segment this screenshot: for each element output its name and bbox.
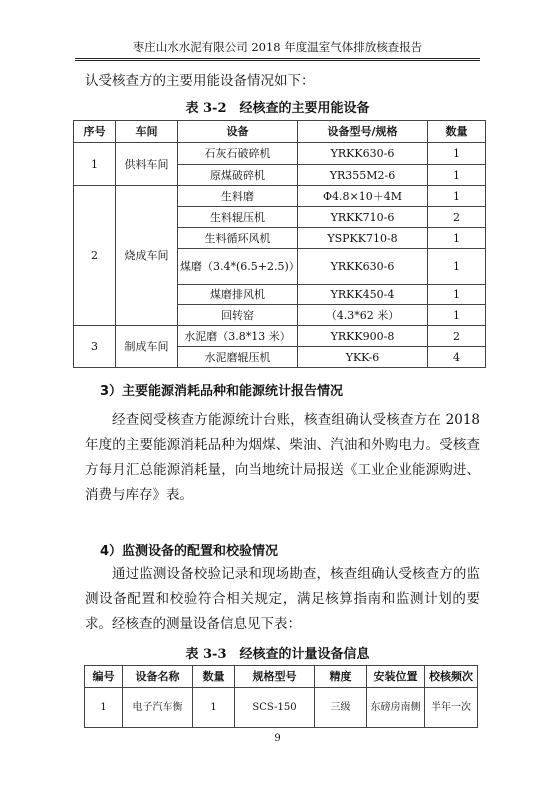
- table2-header-cell: 设备名称: [123, 666, 193, 688]
- model-cell: Φ4.8×10＋4M: [298, 186, 428, 207]
- equipment-cell: 生料循环风机: [178, 228, 298, 249]
- qty-cell: 1: [428, 285, 486, 305]
- equipment-cell: 石灰石破碎机: [178, 143, 298, 165]
- header-title: 枣庄山水水泥有限公司 2018 年度温室气体排放核查报告: [132, 40, 423, 54]
- equipment-cell: 煤磨排风机: [178, 285, 298, 305]
- qty-cell: 1: [428, 165, 486, 186]
- qty-cell: 4: [428, 347, 486, 368]
- model-cell: YKK-6: [298, 347, 428, 368]
- equipment-cell: 原煤破碎机: [178, 165, 298, 186]
- table-row: [74, 186, 486, 207]
- equipment-cell: 水泥磨辊压机: [178, 347, 298, 368]
- table2-header-cell: 安装位置: [367, 666, 425, 688]
- table2-header-cell: 规格型号: [235, 666, 315, 688]
- table1-header-cell: 数量: [428, 121, 486, 143]
- table2-cell: 三级: [315, 688, 367, 728]
- workshop-cell: 供料车间: [116, 143, 178, 186]
- equipment-table: [73, 120, 486, 368]
- row-number: 2: [74, 186, 116, 326]
- table-row: [85, 688, 478, 728]
- table1-header-cell: 序号: [74, 121, 116, 143]
- workshop-cell: 制成车间: [116, 326, 178, 368]
- measurement-table: [84, 665, 478, 728]
- row-number: 3: [74, 326, 116, 368]
- table2-cell: 1: [85, 688, 123, 728]
- table2-cell: SCS-150: [235, 688, 315, 728]
- section3-body: 经查阅受核查方能源统计台账，核查组确认受核查方在 2018 年度的主要能源消耗品种为烟煤、柴油、汽油和外购电力。受核查方每月汇总能源消耗量，向当地统计局报送《工业企业能源购进、消费与库存》表。: [85, 412, 480, 503]
- table2-cell: 东磅房南侧: [367, 688, 425, 728]
- model-cell: （4.3*62 米）: [298, 305, 428, 326]
- table2-header-cell: 数量: [193, 666, 235, 688]
- qty-cell: 1: [428, 305, 486, 326]
- qty-cell: 1: [428, 143, 486, 165]
- equipment-cell: 煤磨（3.4*(6.5+2.5)）: [178, 249, 298, 285]
- table1-header-cell: 车间: [116, 121, 178, 143]
- model-cell: YR355M2-6: [298, 165, 428, 186]
- workshop-cell: 烧成车间: [116, 186, 178, 326]
- table2-header-cell: 精度: [315, 666, 367, 688]
- equipment-cell: 生料辊压机: [178, 207, 298, 228]
- model-cell: YRKK630-6: [298, 143, 428, 165]
- section3-heading: 3）主要能源消耗品种和能源统计报告情况: [100, 384, 344, 399]
- table2-caption: 表 3-3 经核查的计量设备信息: [185, 647, 370, 662]
- page-number: 9: [274, 733, 281, 744]
- equipment-cell: 生料磨: [178, 186, 298, 207]
- model-cell: YRKK900-8: [298, 326, 428, 347]
- qty-cell: 2: [428, 207, 486, 228]
- table2-header-cell: 编号: [85, 666, 123, 688]
- table2-cell: 半年一次: [425, 688, 478, 728]
- table2-cell: 电子汽车衡: [123, 688, 193, 728]
- intro-text: 认受核查方的主要用能设备情况如下：: [85, 73, 315, 89]
- table-row: [74, 326, 486, 347]
- equipment-cell: 回转窑: [178, 305, 298, 326]
- model-cell: YRKK710-6: [298, 207, 428, 228]
- section4-body: 通过监测设备校验记录和现场勘查，核查组确认受核查方的监测设备配置和校验符合相关规定，满足核算指南和监测计划的要求。经核查的测量设备信息见下表：: [85, 566, 480, 632]
- model-cell: YRKK450-4: [298, 285, 428, 305]
- table2-header-cell: 校核频次: [425, 666, 478, 688]
- qty-cell: 2: [428, 326, 486, 347]
- qty-cell: 1: [428, 228, 486, 249]
- qty-cell: 1: [428, 249, 486, 285]
- section4-heading: 4）监测设备的配置和校验情况: [100, 544, 279, 559]
- qty-cell: 1: [428, 186, 486, 207]
- model-cell: YSPKK710-8: [298, 228, 428, 249]
- model-cell: YRKK630-6: [298, 249, 428, 285]
- page-header: [75, 36, 480, 59]
- table1-header-cell: 设备: [178, 121, 298, 143]
- table1-header-cell: 设备型号/规格: [298, 121, 428, 143]
- table1-caption: 表 3-2 经核查的主要用能设备: [185, 101, 370, 116]
- table2-cell: 1: [193, 688, 235, 728]
- row-number: 1: [74, 143, 116, 186]
- equipment-cell: 水泥磨（3.8*13 米）: [178, 326, 298, 347]
- table-row: [74, 143, 486, 165]
